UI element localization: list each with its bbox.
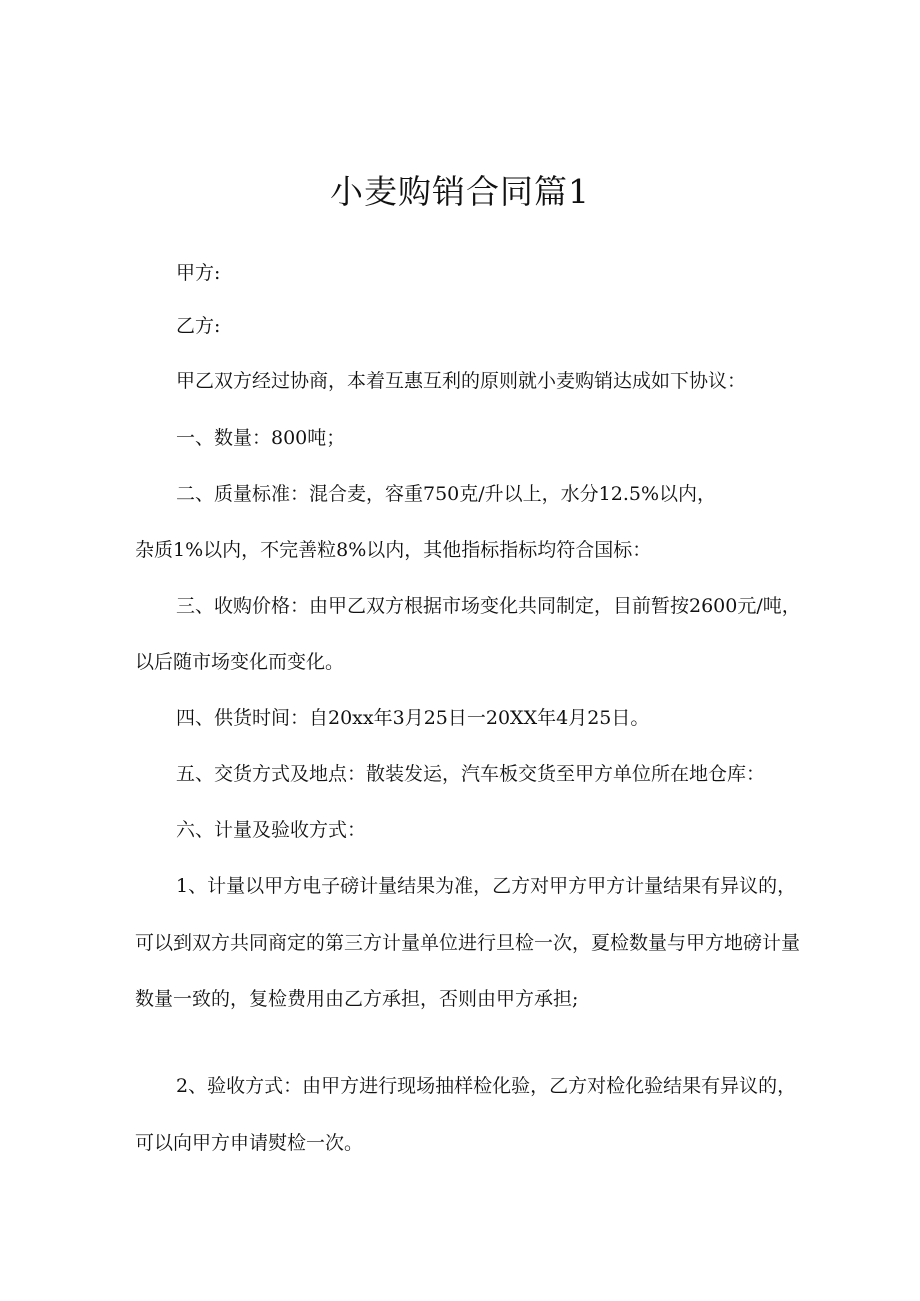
clause-measurement-heading: 六、计量及验收方式：: [176, 819, 367, 841]
clause-quality-line-1: 二、质量标准：混合麦，容重750克/升以上，水分12.5%以内，: [176, 483, 717, 505]
document-title: 小麦购销合同篇1: [330, 172, 590, 211]
subclause-1-line-1: 1、计量以甲方电子磅计量结果为准，乙方对甲方甲方计量结果有异议的，: [176, 875, 797, 897]
clause-quantity: 一、数量：800吨；: [176, 427, 346, 449]
clause-price-line-1: 三、收购价格：由甲乙双方根据市场变化共同制定，目前暂按2600元/吨，: [176, 595, 801, 617]
subclause-2-line-2: 可以向甲方申请熨检一次。: [135, 1132, 364, 1154]
clause-delivery: 五、交货方式及地点：散装发运，汽车板交货至甲方单位所在地仓库：: [176, 763, 766, 785]
party-b-label: 乙方:: [176, 315, 221, 337]
clause-supply-time: 四、供货时间：自20xx年3月25日一20XX年4月25日。: [176, 707, 650, 729]
clause-quality-line-2: 杂质1%以内，不完善粒8%以内，其他指标指标均符合国标：: [135, 539, 652, 561]
intro-paragraph: 甲乙双方经过协商，本着互惠互利的原则就小麦购销达成如下协议：: [176, 370, 747, 392]
subclause-1-line-3: 数量一致的，复检费用由乙方承担，否则由甲方承担;: [135, 988, 579, 1010]
clause-price-line-2: 以后随市场变化而变化。: [135, 651, 345, 673]
party-a-label: 甲方:: [176, 262, 221, 284]
subclause-2-line-1: 2、验收方式：由甲方进行现场抽样检化验，乙方对检化验结果有异议的，: [176, 1075, 797, 1097]
subclause-1-line-2: 可以到双方共同商定的第三方计量单位进行旦检一次，夏检数量与甲方地磅计量: [135, 932, 801, 954]
